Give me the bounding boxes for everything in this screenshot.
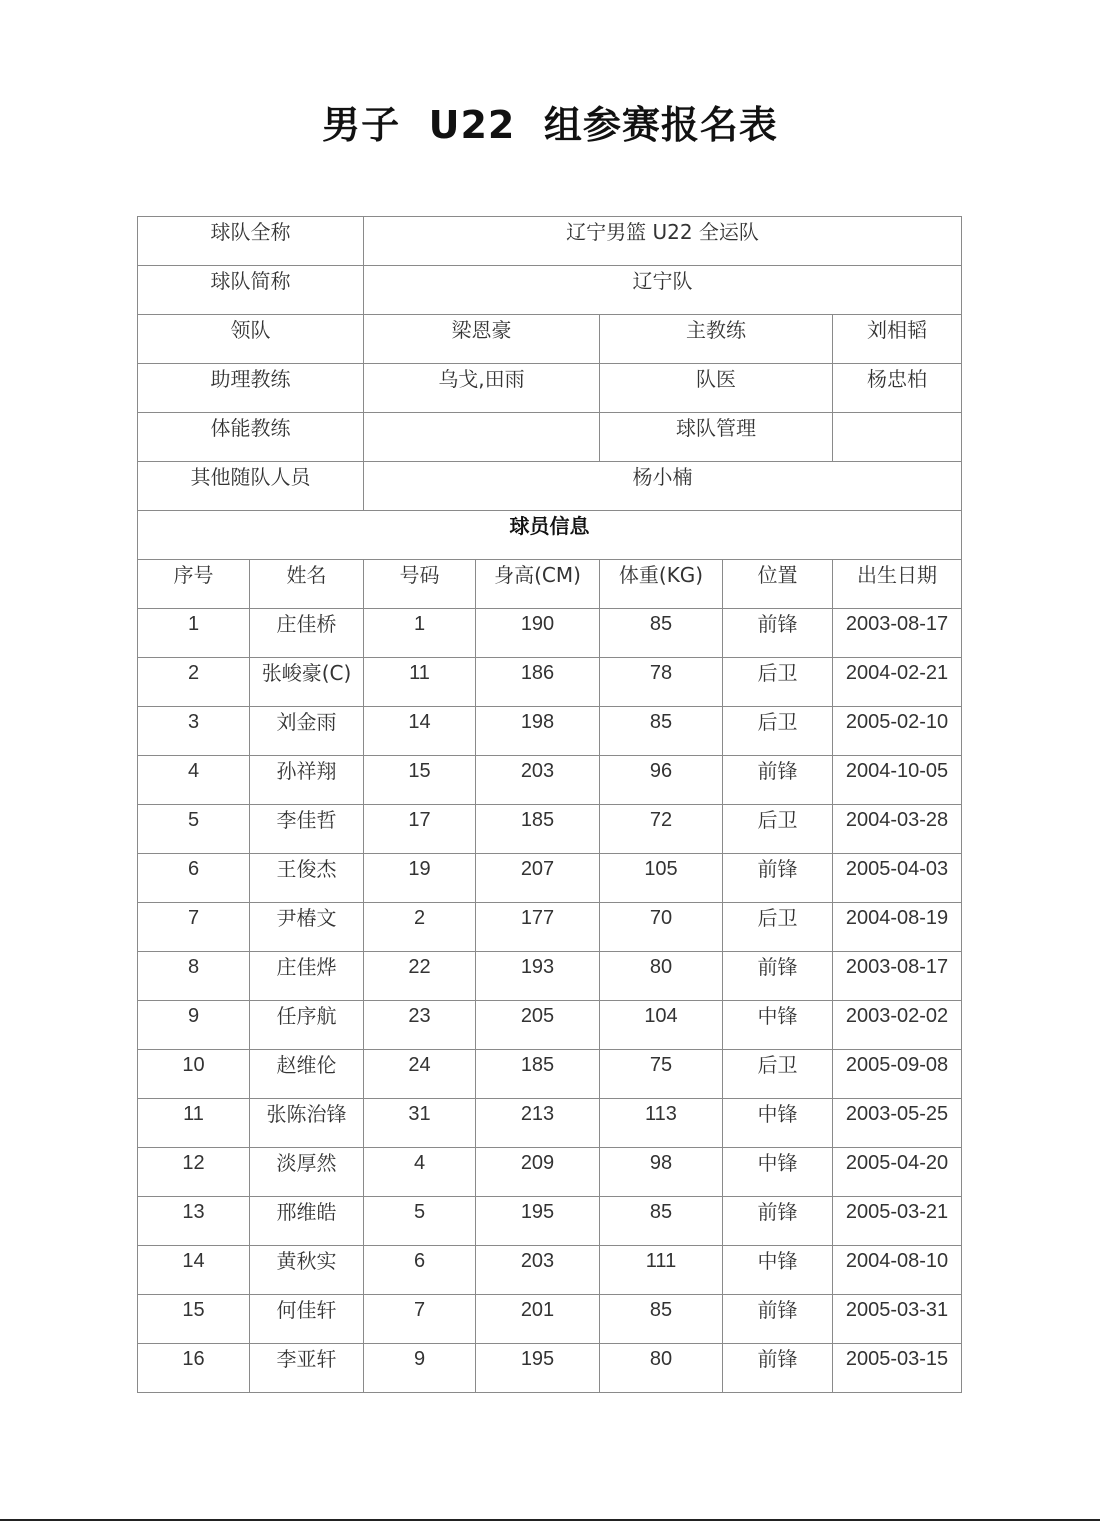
player-name: 张峻豪(C) <box>250 658 364 707</box>
player-weight: 78 <box>600 658 723 707</box>
players-section-row <box>138 511 962 560</box>
player-birthdate: 2005-03-31 <box>833 1295 962 1344</box>
player-index: 2 <box>138 658 250 707</box>
player-height: 177 <box>476 903 600 952</box>
player-position: 前锋 <box>723 609 833 658</box>
player-weight: 85 <box>600 1295 723 1344</box>
player-row <box>138 658 962 707</box>
players-header-row <box>138 560 962 609</box>
registration-form-table <box>137 216 962 1393</box>
doctor-value: 杨忠柏 <box>833 364 962 413</box>
player-row <box>138 756 962 805</box>
player-number: 23 <box>364 1001 476 1050</box>
player-number: 31 <box>364 1099 476 1148</box>
player-index: 6 <box>138 854 250 903</box>
other-staff-value: 杨小楠 <box>364 462 962 511</box>
player-index: 4 <box>138 756 250 805</box>
fitness-coach-label: 体能教练 <box>138 413 364 462</box>
player-birthdate: 2004-10-05 <box>833 756 962 805</box>
player-weight: 85 <box>600 609 723 658</box>
player-position: 前锋 <box>723 1197 833 1246</box>
team-full-name-label: 球队全称 <box>138 217 364 266</box>
player-index: 12 <box>138 1148 250 1197</box>
player-index: 5 <box>138 805 250 854</box>
player-index: 8 <box>138 952 250 1001</box>
team-short-name-value: 辽宁队 <box>364 266 962 315</box>
header-position: 位置 <box>723 560 833 609</box>
player-birthdate: 2005-04-20 <box>833 1148 962 1197</box>
player-height: 195 <box>476 1197 600 1246</box>
player-name: 张陈治锋 <box>250 1099 364 1148</box>
player-row <box>138 1246 962 1295</box>
leader-label: 领队 <box>138 315 364 364</box>
head-coach-value: 刘相韬 <box>833 315 962 364</box>
player-row <box>138 903 962 952</box>
player-name: 邢维皓 <box>250 1197 364 1246</box>
player-height: 198 <box>476 707 600 756</box>
player-birthdate: 2004-08-10 <box>833 1246 962 1295</box>
other-staff-row <box>138 462 962 511</box>
player-position: 中锋 <box>723 1001 833 1050</box>
team-manager-label: 球队管理 <box>600 413 833 462</box>
player-row <box>138 1344 962 1393</box>
player-birthdate: 2005-03-21 <box>833 1197 962 1246</box>
player-position: 前锋 <box>723 1344 833 1393</box>
player-index: 3 <box>138 707 250 756</box>
player-name: 王俊杰 <box>250 854 364 903</box>
fitness-coach-value <box>364 413 600 462</box>
player-index: 11 <box>138 1099 250 1148</box>
player-number: 7 <box>364 1295 476 1344</box>
header-birthdate: 出生日期 <box>833 560 962 609</box>
player-number: 9 <box>364 1344 476 1393</box>
player-height: 213 <box>476 1099 600 1148</box>
player-row <box>138 707 962 756</box>
player-weight: 75 <box>600 1050 723 1099</box>
player-weight: 98 <box>600 1148 723 1197</box>
player-height: 193 <box>476 952 600 1001</box>
team-full-name-value: 辽宁男篮 U22 全运队 <box>364 217 962 266</box>
player-name: 李佳哲 <box>250 805 364 854</box>
player-birthdate: 2003-08-17 <box>833 952 962 1001</box>
team-manager-value <box>833 413 962 462</box>
player-height: 185 <box>476 805 600 854</box>
player-number: 19 <box>364 854 476 903</box>
player-height: 209 <box>476 1148 600 1197</box>
player-number: 6 <box>364 1246 476 1295</box>
player-number: 2 <box>364 903 476 952</box>
assistant-coach-value: 乌戈,田雨 <box>364 364 600 413</box>
player-position: 后卫 <box>723 1050 833 1099</box>
player-row <box>138 609 962 658</box>
player-number: 14 <box>364 707 476 756</box>
assistant-coach-label: 助理教练 <box>138 364 364 413</box>
assistant-coach-row <box>138 364 962 413</box>
player-name: 李亚轩 <box>250 1344 364 1393</box>
player-birthdate: 2004-08-19 <box>833 903 962 952</box>
player-weight: 104 <box>600 1001 723 1050</box>
player-name: 黄秋实 <box>250 1246 364 1295</box>
player-number: 5 <box>364 1197 476 1246</box>
player-birthdate: 2003-02-02 <box>833 1001 962 1050</box>
player-position: 中锋 <box>723 1099 833 1148</box>
player-height: 203 <box>476 756 600 805</box>
player-height: 205 <box>476 1001 600 1050</box>
player-position: 前锋 <box>723 952 833 1001</box>
player-number: 1 <box>364 609 476 658</box>
player-weight: 105 <box>600 854 723 903</box>
player-row <box>138 1099 962 1148</box>
player-number: 22 <box>364 952 476 1001</box>
player-height: 195 <box>476 1344 600 1393</box>
team-short-name-row <box>138 266 962 315</box>
player-position: 后卫 <box>723 805 833 854</box>
player-birthdate: 2004-02-21 <box>833 658 962 707</box>
player-height: 207 <box>476 854 600 903</box>
player-row <box>138 805 962 854</box>
player-number: 4 <box>364 1148 476 1197</box>
player-number: 15 <box>364 756 476 805</box>
player-birthdate: 2004-03-28 <box>833 805 962 854</box>
leader-row <box>138 315 962 364</box>
player-index: 10 <box>138 1050 250 1099</box>
player-name: 庄佳桥 <box>250 609 364 658</box>
player-weight: 72 <box>600 805 723 854</box>
header-weight: 体重(KG) <box>600 560 723 609</box>
player-name: 庄佳烨 <box>250 952 364 1001</box>
header-name: 姓名 <box>250 560 364 609</box>
player-name: 赵维伦 <box>250 1050 364 1099</box>
player-number: 24 <box>364 1050 476 1099</box>
player-position: 后卫 <box>723 658 833 707</box>
player-birthdate: 2003-05-25 <box>833 1099 962 1148</box>
player-row <box>138 1001 962 1050</box>
player-row <box>138 1050 962 1099</box>
player-index: 16 <box>138 1344 250 1393</box>
player-position: 前锋 <box>723 756 833 805</box>
player-weight: 70 <box>600 903 723 952</box>
player-height: 186 <box>476 658 600 707</box>
player-index: 9 <box>138 1001 250 1050</box>
player-index: 15 <box>138 1295 250 1344</box>
head-coach-label: 主教练 <box>600 315 833 364</box>
player-weight: 80 <box>600 1344 723 1393</box>
player-name: 刘金雨 <box>250 707 364 756</box>
player-position: 后卫 <box>723 903 833 952</box>
player-index: 14 <box>138 1246 250 1295</box>
team-full-name-row <box>138 217 962 266</box>
player-birthdate: 2005-03-15 <box>833 1344 962 1393</box>
player-birthdate: 2005-09-08 <box>833 1050 962 1099</box>
other-staff-label: 其他随队人员 <box>138 462 364 511</box>
player-number: 17 <box>364 805 476 854</box>
player-row <box>138 1148 962 1197</box>
player-birthdate: 2005-04-03 <box>833 854 962 903</box>
page-title: 男子 U22 组参赛报名表 <box>322 103 778 147</box>
player-row <box>138 1197 962 1246</box>
players-section-title: 球员信息 <box>138 511 962 560</box>
player-position: 中锋 <box>723 1246 833 1295</box>
player-weight: 111 <box>600 1246 723 1295</box>
header-height: 身高(CM) <box>476 560 600 609</box>
player-height: 190 <box>476 609 600 658</box>
player-height: 201 <box>476 1295 600 1344</box>
player-row <box>138 854 962 903</box>
leader-value: 梁恩豪 <box>364 315 600 364</box>
player-height: 185 <box>476 1050 600 1099</box>
player-height: 203 <box>476 1246 600 1295</box>
player-weight: 96 <box>600 756 723 805</box>
player-weight: 80 <box>600 952 723 1001</box>
player-weight: 85 <box>600 707 723 756</box>
player-name: 淡厚然 <box>250 1148 364 1197</box>
player-position: 前锋 <box>723 1295 833 1344</box>
player-name: 何佳轩 <box>250 1295 364 1344</box>
player-row <box>138 952 962 1001</box>
player-position: 前锋 <box>723 854 833 903</box>
player-birthdate: 2003-08-17 <box>833 609 962 658</box>
player-weight: 85 <box>600 1197 723 1246</box>
player-position: 后卫 <box>723 707 833 756</box>
player-number: 11 <box>364 658 476 707</box>
player-index: 1 <box>138 609 250 658</box>
doctor-label: 队医 <box>600 364 833 413</box>
header-number: 号码 <box>364 560 476 609</box>
player-name: 任序航 <box>250 1001 364 1050</box>
player-name: 孙祥翔 <box>250 756 364 805</box>
player-index: 13 <box>138 1197 250 1246</box>
player-row <box>138 1295 962 1344</box>
fitness-coach-row <box>138 413 962 462</box>
player-index: 7 <box>138 903 250 952</box>
player-weight: 113 <box>600 1099 723 1148</box>
player-name: 尹椿文 <box>250 903 364 952</box>
player-position: 中锋 <box>723 1148 833 1197</box>
team-short-name-label: 球队简称 <box>138 266 364 315</box>
player-birthdate: 2005-02-10 <box>833 707 962 756</box>
header-index: 序号 <box>138 560 250 609</box>
page-bottom-edge <box>0 1519 1100 1521</box>
